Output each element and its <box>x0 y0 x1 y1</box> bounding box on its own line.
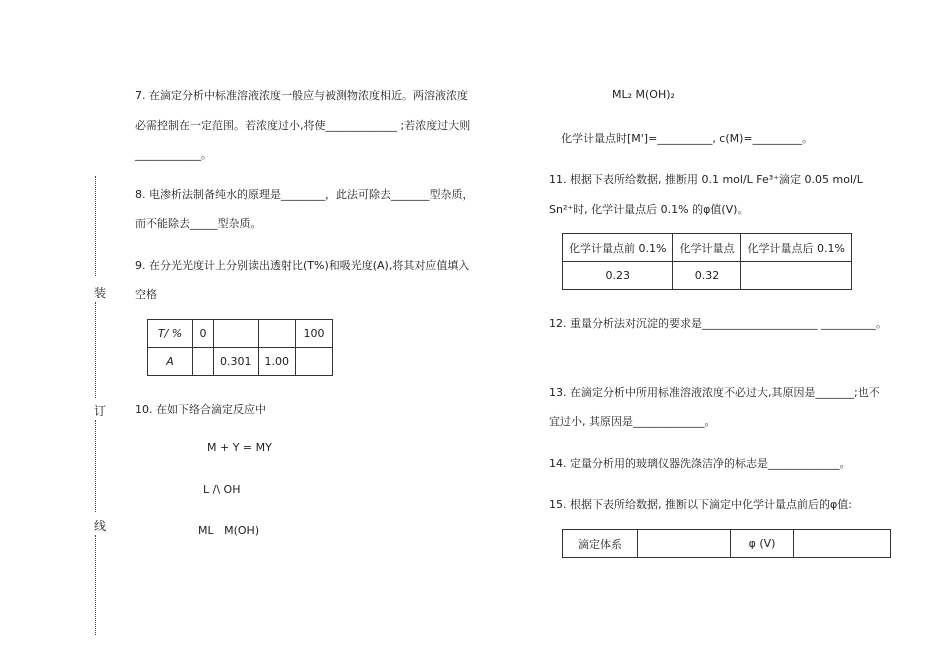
q9-line2: 空格 <box>135 288 157 301</box>
q15-line: 15. 根据下表所给数据, 推断以下滴定中化学计量点前后的φ值: <box>549 498 852 511</box>
table-row <box>563 262 852 290</box>
table-cell <box>794 530 891 558</box>
table-cell <box>638 530 731 558</box>
q10-fill-line: 化学计量点时[M']=__________, c(M)=_________。 <box>561 132 814 145</box>
q15-table <box>562 529 891 558</box>
q11-table <box>562 233 852 290</box>
table-cell: 化学计量点后 0.1% <box>741 234 851 262</box>
q9-line1: 9. 在分光光度计上分别读出透射比(T%)和吸光度(A),将其对应值填入 <box>135 259 470 272</box>
margin-char-xian: 线 <box>94 519 107 533</box>
q14-line: 14. 定量分析用的玻璃仪器洗涤洁净的标志是_____________。 <box>549 457 851 470</box>
table-cell: 化学计量点前 0.1% <box>563 234 673 262</box>
table-cell: 0.301 <box>214 348 259 376</box>
table-cell: 0.32 <box>673 262 741 290</box>
table-row <box>563 530 891 558</box>
table-cell: 0 <box>193 320 214 348</box>
q10-side-products: ML M(OH) <box>198 524 260 537</box>
q13-line1: 13. 在滴定分析中所用标准溶液浓度不必过大,其原因是_______;也不 <box>549 386 880 399</box>
table-cell <box>214 320 259 348</box>
q10-side-reactants: L /\ OH <box>203 483 241 496</box>
table-cell: T/ % <box>148 320 193 348</box>
margin-char-ding: 订 <box>94 404 107 418</box>
table-row <box>148 348 333 376</box>
binding-dotted-line-mid1 <box>95 302 96 398</box>
table-cell: 0.23 <box>563 262 673 290</box>
binding-dotted-line-bottom <box>95 535 96 635</box>
table-cell <box>741 262 851 290</box>
q11-line1: 11. 根据下表所给数据, 推断用 0.1 mol/L Fe³⁺滴定 0.05 mol/L <box>549 173 863 186</box>
q10-equation: M + Y = MY <box>207 441 272 454</box>
margin-char-zhuang: 装 <box>94 286 107 300</box>
table-cell: 100 <box>296 320 333 348</box>
q7-line3: ____________。 <box>135 148 212 161</box>
table-cell: 1.00 <box>258 348 296 376</box>
q12-line: 12. 重量分析法对沉淀的要求是_____________________ __________。 <box>549 317 887 330</box>
table-cell: 滴定体系 <box>563 530 638 558</box>
q7-line2: 必需控制在一定范围。若浓度过小,将使_____________ ;若浓度过大则 <box>135 119 471 132</box>
table-cell: φ (V) <box>731 530 794 558</box>
q13-line2: 宜过小, 其原因是_____________。 <box>549 415 716 428</box>
q8-line2: 而不能除去_____型杂质。 <box>135 217 262 230</box>
table-row <box>563 234 852 262</box>
q11-line2: Sn²⁺时, 化学计量点后 0.1% 的φ值(V)。 <box>549 203 749 216</box>
table-cell <box>193 348 214 376</box>
table-cell: 化学计量点 <box>673 234 741 262</box>
q10-species-2: ML₂ M(OH)₂ <box>612 88 675 101</box>
q10-line1: 10. 在如下络合滴定反应中 <box>135 403 266 416</box>
table-cell <box>296 348 333 376</box>
q9-table <box>147 319 333 376</box>
q8-line1: 8. 电渗析法制备纯水的原理是________，此法可除去_______型杂质， <box>135 188 474 201</box>
q7-line1: 7. 在滴定分析中标准溶液浓度一般应与被测物浓度相近。两溶液浓度 <box>135 89 468 102</box>
table-cell <box>258 320 296 348</box>
binding-dotted-line-top <box>95 176 96 276</box>
table-cell: A <box>148 348 193 376</box>
binding-dotted-line-mid2 <box>95 420 96 512</box>
table-row <box>148 320 333 348</box>
